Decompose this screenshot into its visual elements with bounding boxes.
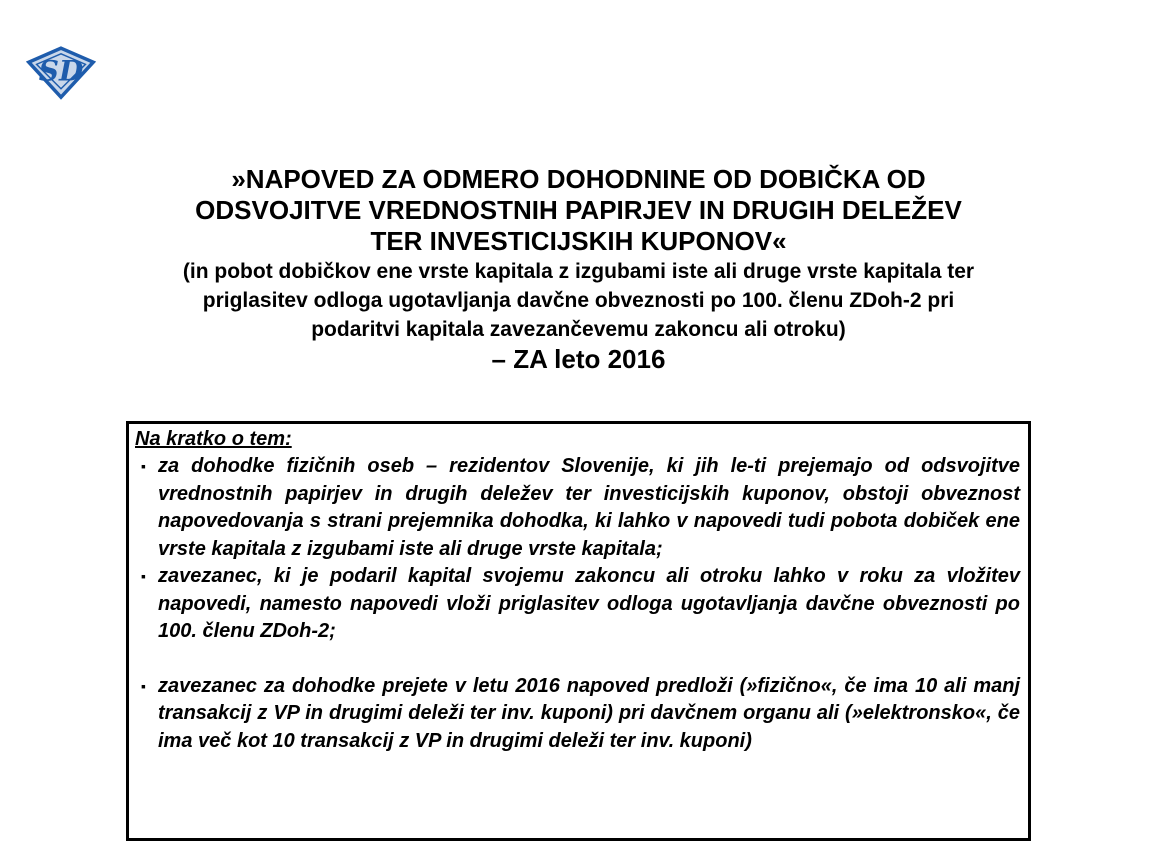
document-year-line: – ZA leto 2016: [491, 344, 666, 374]
square-bullet-icon: ▪: [141, 677, 146, 694]
logo-letters: SD: [38, 54, 84, 88]
document-subtitle-line-2: priglasitev odloga ugotavljanja davčne obveznosti po 100. členu ZDoh-2 pri: [202, 289, 955, 312]
summary-bullet-2-text: zavezanec, ki je podaril kapital svojemu zakoncu ali otroku lahko v roku za vložitev napovedi, namesto napovedi vloži priglasitev odloga ugotavljanja davčne obveznosti po 100. členu ZDoh-2;: [158, 565, 1020, 642]
summary-bullet-1-text: za dohodke fizičnih oseb – rezidentov Slovenije, ki jih le-ti prejemajo od odsvojitve vrednostnih papirjev in drugih deležev ter investicijskih kuponov, obstoji obveznost napovedovanja s strani prejemnika dohodka, ki lahko v napovedi tudi pobota dobiček ene vrste kapitala z izgubami iste ali druge vrste kapitala;: [158, 455, 1020, 560]
summary-bullet-3-text: zavezanec za dohodke prejete v letu 2016 napoved predloži (»fizično«, če ima 10 ali manj transakcij z VP in drugimi deleži ter inv. kuponi) pri davčnem organu ali (»elektronsko«, če ima več kot 10 transakcij z VP in drugimi deleži ter inv. kuponi): [158, 674, 1020, 752]
document-title-line-3: TER INVESTICIJSKIH KUPONOV«: [370, 226, 787, 256]
square-bullet-icon: ▪: [141, 568, 146, 584]
summary-bullet-1: [135, 453, 1020, 563]
square-bullet-icon: ▪: [141, 458, 146, 474]
document-subtitle-line-1: (in pobot dobičkov ene vrste kapitala z izgubami iste ali druge vrste kapitala ter: [182, 260, 975, 283]
document-subtitle-line-3: podaritvi kapitala zavezančevemu zakoncu ali otroku): [311, 318, 846, 341]
document-title-line-1: »NAPOVED ZA ODMERO DOHODNINE OD DOBIČKA OD: [231, 164, 926, 194]
title-block: [118, 164, 1039, 375]
bullet-gap-divider: [135, 646, 1020, 673]
summary-box: [126, 421, 1031, 841]
summary-bullet-2: [135, 563, 1020, 646]
summary-box-heading: [135, 426, 1020, 453]
sd-shield-logo-icon: [26, 44, 96, 100]
summary-box-heading-text: Na kratko o tem:: [135, 428, 292, 450]
document-title-line-2: ODSVOJITVE VREDNOSTNIH PAPIRJEV IN DRUGIH DELEŽEV: [195, 195, 962, 225]
